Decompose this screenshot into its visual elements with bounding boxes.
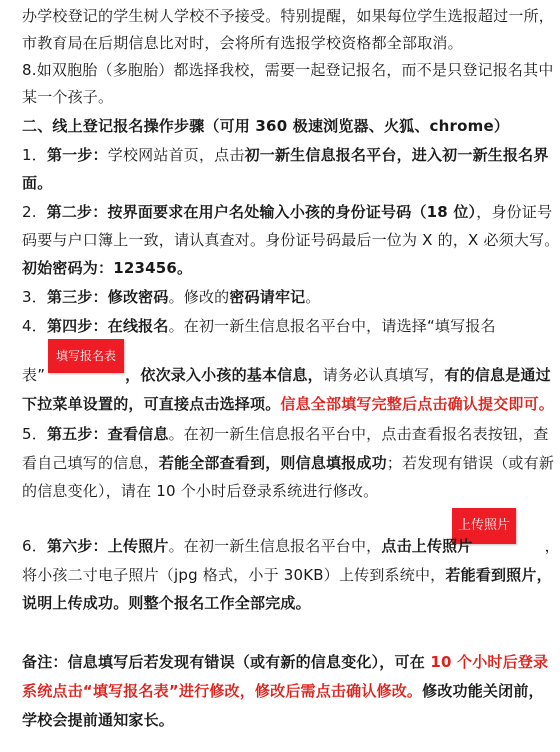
step-text: 的信息变化），请在 10 个小时后登录系统进行修改。 [22, 482, 379, 500]
step-emphasis: 若能全部查看到，则信息填报成功 [158, 454, 387, 472]
submit-instruction: 信息全部填写完整后点击确认提交即可。 [280, 395, 555, 413]
step-text: 码要与户口簿上一致，请认真查对。身份证号码最后一位为 X 的，X 必须大写。 [22, 231, 560, 249]
step-5 [22, 422, 549, 446]
step-number: 2. [22, 203, 37, 221]
step-text: 将小孩二寸电子照片（jpg 格式，小于 30KB）上传到系统中， [22, 566, 446, 584]
step-text: 。在初一新生信息报名平台中， [168, 537, 382, 555]
step-text: ， [544, 537, 560, 555]
step-text: ，身份证号 [476, 203, 553, 221]
note-text: 备注：信息填写后若发现有错误（或有新的信息变化），可在 [22, 653, 425, 671]
step-number: 4． [22, 317, 47, 335]
paragraph-text: 市教育局在后期信息比对时，会将所有选报学校资格都全部取消。 [22, 34, 463, 52]
text-line [22, 85, 113, 109]
note-text: 修改功能关闭前， [422, 682, 544, 700]
step-emphasis: 初一新生信息报名平台，进入初一新生报名界 [244, 146, 549, 164]
fill-form-button[interactable]: 填写报名表 [48, 339, 124, 373]
section-heading [22, 114, 509, 138]
step-emphasis: 第二步：按界面要求在用户名处输入小孩的身份证号码（18 位） [46, 203, 477, 221]
note [22, 650, 548, 674]
step-text: 学校网站首页，点击 [107, 146, 245, 164]
step-text: 。在初一新生信息报名平台中，点击查看报名表按钮，查 [168, 425, 549, 443]
text-line [22, 708, 174, 732]
step-text: 请务必认真填写， [322, 366, 445, 384]
step-emphasis: 第四步：在线报名 [46, 317, 169, 335]
step-emphasis: 第五步：查看信息 [46, 425, 169, 443]
step-label: 第一步： [46, 146, 108, 164]
step-emphasis: 密码请牢记 [229, 288, 306, 306]
text-line [22, 392, 554, 416]
step-1 [22, 143, 549, 167]
step-emphasis: ，依次录入小孩的基本信息， [125, 366, 323, 384]
text-line [22, 591, 311, 615]
step-emphasis: 点击上传照片 [381, 537, 473, 555]
step-emphasis: 若能看到照片， [445, 566, 552, 584]
paragraph-text: 办学校登记的学生树人学校不予接受。特别提醒，如果每位学生选报超过一所， [22, 7, 555, 25]
text-line [22, 58, 554, 82]
step-emphasis: 有的信息是通过 [444, 366, 551, 384]
text-line [22, 679, 544, 703]
step-text: 。 [305, 288, 321, 306]
step-text: 看自己填写的信息， [22, 454, 159, 472]
step-number: 6． [22, 537, 47, 555]
text-line [22, 479, 378, 503]
note-text: 学校会提前通知家长。 [22, 711, 175, 729]
step-2 [22, 200, 552, 224]
note-emphasis: 10 个小时后登录 [424, 653, 549, 671]
step-number: 5． [22, 425, 47, 443]
text-line [22, 228, 559, 252]
paragraph-text: 某一个孩子。 [22, 88, 114, 106]
step-emphasis: 下拉菜单设置的，可直接点击选择项。 [22, 395, 281, 413]
step-4 [22, 314, 496, 338]
text-line [22, 31, 463, 55]
step-number: 1． [22, 146, 47, 164]
text-line [22, 363, 551, 387]
paragraph-text: 8.如双胞胎（多胞胎）都选择我校，需要一起登记报名，而不是只登记报名其中 [22, 61, 554, 79]
upload-photo-button[interactable]: 上传照片 [452, 508, 516, 544]
step-emphasis: 第三步：修改密码 [46, 288, 169, 306]
step-6 [22, 534, 560, 558]
step-text: ；若发现有错误（或有新 [386, 454, 555, 472]
step-text: 表” [22, 366, 46, 384]
initial-password: 初始密码为：123456。 [22, 259, 193, 277]
note-emphasis: 系统点击“填写报名表”进行修改，修改后需点击确认修改。 [22, 682, 423, 700]
step-text: 。在初一新生信息报名平台中，请选择“填写报名 [168, 317, 496, 335]
step-text: 面。 [22, 174, 53, 192]
text-line [22, 256, 192, 280]
step-emphasis: 说明上传成功。则整个报名工作全部完成。 [22, 594, 311, 612]
section-title: 二、线上登记报名操作步骤（可用 360 极速浏览器、火狐、chrome） [22, 117, 510, 135]
text-line [22, 4, 554, 28]
text-line [22, 451, 554, 475]
text-line [22, 563, 552, 587]
text-line [22, 171, 52, 195]
step-emphasis: 第六步：上传照片 [46, 537, 169, 555]
step-3 [22, 285, 321, 309]
step-number: 3． [22, 288, 47, 306]
step-text: 。修改的 [168, 288, 230, 306]
